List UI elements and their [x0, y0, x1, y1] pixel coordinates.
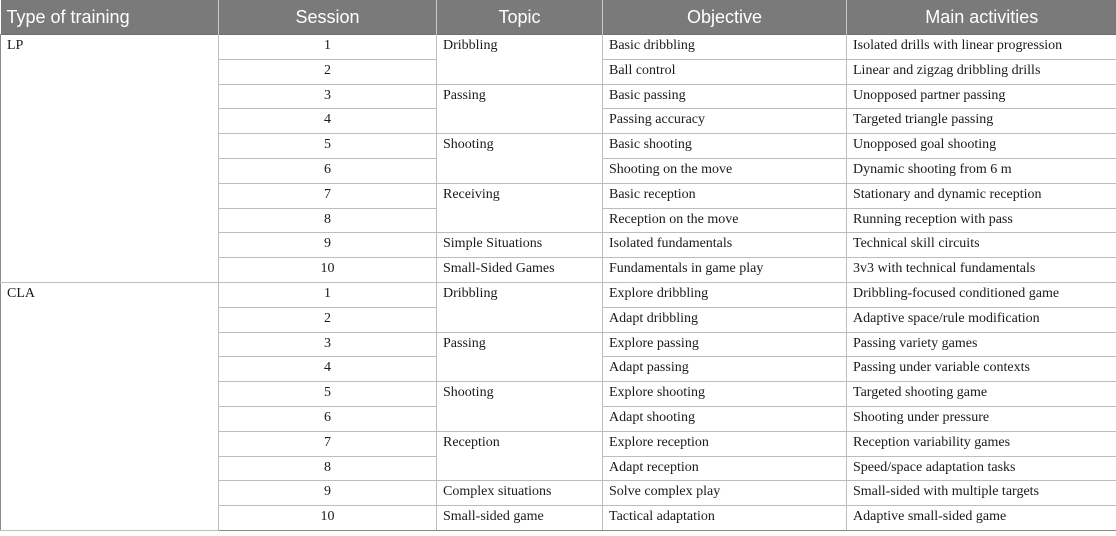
- header-objective: Objective: [603, 0, 847, 35]
- session-cell: 3: [219, 332, 437, 357]
- main-activities-cell: Adaptive space/rule modification: [847, 307, 1116, 332]
- main-activities-cell: Linear and zigzag dribbling drills: [847, 59, 1116, 84]
- main-activities-cell: 3v3 with technical fundamentals: [847, 258, 1116, 283]
- main-activities-cell: Dribbling-focused conditioned game: [847, 282, 1116, 307]
- header-session: Session: [219, 0, 437, 35]
- session-cell: 8: [219, 208, 437, 233]
- training-type-cell: CLA: [1, 282, 219, 530]
- objective-cell: Basic dribbling: [603, 35, 847, 60]
- main-activities-cell: Passing under variable contexts: [847, 357, 1116, 382]
- objective-cell: Isolated fundamentals: [603, 233, 847, 258]
- main-activities-cell: Running reception with pass: [847, 208, 1116, 233]
- topic-cell: Dribbling: [437, 35, 603, 85]
- topic-cell: Small-sided game: [437, 506, 603, 531]
- objective-cell: Explore passing: [603, 332, 847, 357]
- session-cell: 2: [219, 307, 437, 332]
- objective-cell: Passing accuracy: [603, 109, 847, 134]
- table-row: [1, 282, 1116, 307]
- main-activities-cell: Passing variety games: [847, 332, 1116, 357]
- topic-cell: Receiving: [437, 183, 603, 233]
- topic-cell: Simple Situations: [437, 233, 603, 258]
- session-cell: 3: [219, 84, 437, 109]
- main-activities-cell: Unopposed partner passing: [847, 84, 1116, 109]
- main-activities-cell: Technical skill circuits: [847, 233, 1116, 258]
- objective-cell: Explore dribbling: [603, 282, 847, 307]
- objective-cell: Basic passing: [603, 84, 847, 109]
- objective-cell: Basic reception: [603, 183, 847, 208]
- main-activities-cell: Small-sided with multiple targets: [847, 481, 1116, 506]
- header-main-activities: Main activities: [847, 0, 1116, 35]
- table-header: [1, 0, 1116, 35]
- main-activities-cell: Unopposed goal shooting: [847, 134, 1116, 159]
- objective-cell: Shooting on the move: [603, 158, 847, 183]
- main-activities-cell: Dynamic shooting from 6 m: [847, 158, 1116, 183]
- session-cell: 5: [219, 382, 437, 407]
- objective-cell: Tactical adaptation: [603, 506, 847, 531]
- session-cell: 9: [219, 481, 437, 506]
- objective-cell: Fundamentals in game play: [603, 258, 847, 283]
- objective-cell: Basic shooting: [603, 134, 847, 159]
- table-row: [1, 35, 1116, 60]
- objective-cell: Reception on the move: [603, 208, 847, 233]
- session-cell: 10: [219, 506, 437, 531]
- table-body: [1, 35, 1116, 531]
- objective-cell: Adapt passing: [603, 357, 847, 382]
- topic-cell: Dribbling: [437, 282, 603, 332]
- objective-cell: Explore shooting: [603, 382, 847, 407]
- main-activities-cell: Shooting under pressure: [847, 406, 1116, 431]
- session-cell: 7: [219, 183, 437, 208]
- topic-cell: Shooting: [437, 382, 603, 432]
- main-activities-cell: Targeted shooting game: [847, 382, 1116, 407]
- objective-cell: Ball control: [603, 59, 847, 84]
- session-cell: 1: [219, 282, 437, 307]
- header-type-of-training: Type of training: [1, 0, 219, 35]
- topic-cell: Passing: [437, 332, 603, 382]
- session-cell: 4: [219, 357, 437, 382]
- session-cell: 6: [219, 406, 437, 431]
- session-cell: 6: [219, 158, 437, 183]
- training-type-cell: LP: [1, 35, 219, 283]
- main-activities-cell: Isolated drills with linear progression: [847, 35, 1116, 60]
- main-activities-cell: Adaptive small-sided game: [847, 506, 1116, 531]
- objective-cell: Explore reception: [603, 431, 847, 456]
- topic-cell: Reception: [437, 431, 603, 481]
- header-row: [1, 0, 1116, 35]
- main-activities-cell: Reception variability games: [847, 431, 1116, 456]
- topic-cell: Shooting: [437, 134, 603, 184]
- session-cell: 8: [219, 456, 437, 481]
- header-topic: Topic: [437, 0, 603, 35]
- session-cell: 7: [219, 431, 437, 456]
- objective-cell: Adapt dribbling: [603, 307, 847, 332]
- topic-cell: Small-Sided Games: [437, 258, 603, 283]
- main-activities-cell: Speed/space adaptation tasks: [847, 456, 1116, 481]
- topic-cell: Complex situations: [437, 481, 603, 506]
- objective-cell: Adapt reception: [603, 456, 847, 481]
- session-cell: 4: [219, 109, 437, 134]
- main-activities-cell: Stationary and dynamic reception: [847, 183, 1116, 208]
- session-cell: 1: [219, 35, 437, 60]
- session-cell: 10: [219, 258, 437, 283]
- session-cell: 2: [219, 59, 437, 84]
- main-activities-cell: Targeted triangle passing: [847, 109, 1116, 134]
- objective-cell: Solve complex play: [603, 481, 847, 506]
- session-cell: 9: [219, 233, 437, 258]
- session-cell: 5: [219, 134, 437, 159]
- topic-cell: Passing: [437, 84, 603, 134]
- objective-cell: Adapt shooting: [603, 406, 847, 431]
